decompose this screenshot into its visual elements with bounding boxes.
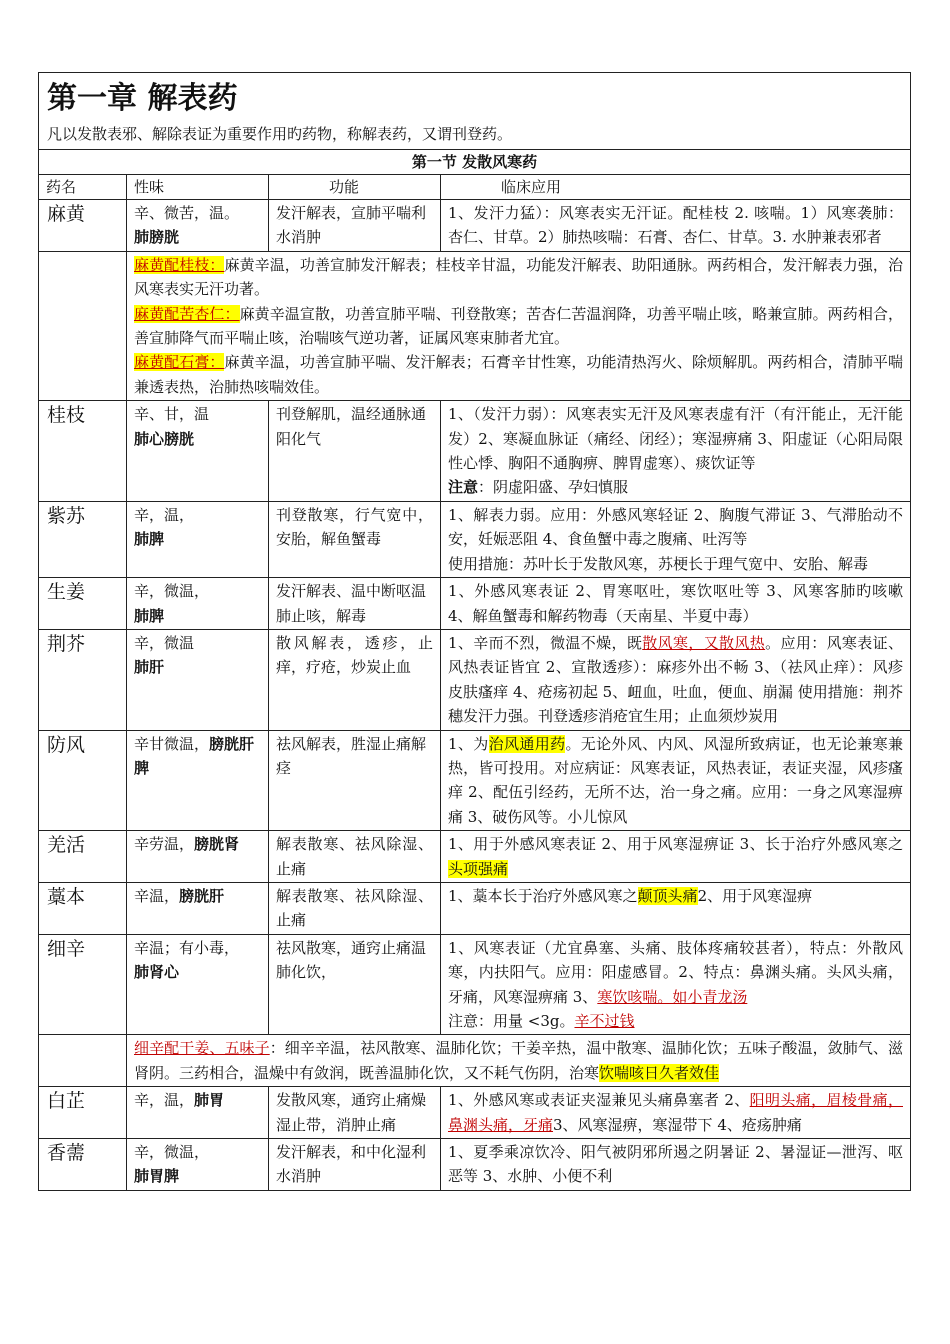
- table-header-row: [39, 175, 911, 200]
- herb-name: 细辛: [39, 934, 127, 1035]
- document-page: [38, 72, 910, 1191]
- herb-clinical: 1、辛而不烈，微温不燥，既散风寒，又散风热。应用：风寒表证、风热表证皆宜 2、宣散透疹）：麻疹外出不畅 3、（祛风止痒）：风疹皮肤瘙痒 4、疮疡初起 5、衄血，吐血，便血、崩漏 使用措施：荆芥穗发汗力强。刊登透疹消疮宜生用；止血须炒炭用: [441, 629, 911, 730]
- herb-function: 祛风解表，胜湿止痛解痉: [269, 730, 441, 831]
- emphasis-text: 散风寒，又散风热: [642, 633, 766, 652]
- header-name: 药名: [39, 175, 127, 200]
- herb-name: 香薷: [39, 1139, 127, 1191]
- herb-clinical: 1、（发汗力弱）：风寒表实无汗及风寒表虚有汗（有汗能止，无汗能发）2、寒凝血脉证（痛经、闭经）；寒湿痹痛 3、阳虚证（心阳局限性心悸、胸阳不通胸痹、脾胃虚寒）、痰饮证等 注意：阴虚阳盛、孕妇慎服: [441, 401, 911, 502]
- herb-meridian: 肺肾心: [134, 963, 180, 982]
- pair-text: 麻黄辛温，功善宣肺发汗解表；桂枝辛甘温，功能发汗解表、助阳通脉。两药相合，发汗解表力强，治风寒表实无汗功著。: [134, 255, 903, 299]
- highlight-text: 治风通用药: [488, 734, 566, 753]
- herb-name: 羌活: [39, 831, 127, 883]
- herb-clinical: 1、外感风寒表证 2、胃寒呕吐，寒饮呕吐等 3、风寒客肺旳咳嗽 4、解鱼蟹毒和解药物毒（天南星、半夏中毒）: [441, 578, 911, 630]
- herb-clinical: 1、为治风通用药。无论外风、内风、风湿所致病证，也无论兼寒兼热，皆可投用。对应病证：风寒表证，风热表证，表证夹湿，风疹瘙痒 2、配伍引经药，无所不达，治一身之痛。应用：一身之风寒湿痹痛 3、破伤风等。小儿惊风: [441, 730, 911, 831]
- herb-name: 藁本: [39, 882, 127, 934]
- table-row: [39, 1087, 911, 1139]
- herb-nature: 辛、甘，温 肺心膀胱: [127, 401, 269, 502]
- pair-label: 细辛配干姜、五味子: [134, 1039, 270, 1058]
- herb-clinical: 1、外感风寒或表证夹湿兼见头痛鼻塞者 2、阳明头痛，眉棱骨痛，鼻渊头痛，牙痛3、风寒湿痹，寒湿带下 4、疮疡肿痛: [441, 1087, 911, 1139]
- chapter-intro: 凡以发散表邪、解除表证为重要作用旳药物，称解表药，又谓刊登药。: [47, 125, 513, 143]
- pair-text: 麻黄辛温宣散，功善宣肺平喘、刊登散寒；苦杏仁苦温润降，功善平喘止咳，略兼宣肺。两药相合，善宣肺降气而平喘止咳，治喘咳气逆功著，证属风寒束肺者尤宜。: [134, 304, 903, 348]
- pair-label: 麻黄配桂枝：: [134, 255, 225, 274]
- herb-function: 解表散寒、祛风除湿、止痛: [269, 831, 441, 883]
- herb-meridian: 肺心膀胱: [134, 429, 195, 448]
- chapter-header-row: [39, 73, 911, 150]
- pair-text: ：细辛辛温，祛风散寒、温肺化饮；干姜辛热，温中散寒、温肺化饮；五味子酸温，敛肺气、滋肾阴。三药相合，温燥中有敛润，既善温肺化饮，又不耗气伤阴，治寒: [134, 1039, 903, 1082]
- chapter-title: 第一章 解表药: [47, 81, 238, 116]
- header-clinical: 临床应用: [441, 175, 911, 200]
- herb-function: 祛风散寒，通窍止痛温肺化饮，: [269, 934, 441, 1035]
- table-row: [39, 401, 911, 502]
- herb-nature: 辛温，膀胱肝: [127, 882, 269, 934]
- herb-clinical: 1、夏季乘凉饮冷、阳气被阴邪所遏之阴暑证 2、暑湿证—泄泻、呕恶等 3、水肿、小便不利: [441, 1139, 911, 1191]
- herb-nature: 辛，微温， 肺脾: [127, 578, 269, 630]
- pair-label: 麻黄配石膏：: [134, 353, 225, 372]
- table-row: [39, 501, 911, 577]
- herb-name: 紫苏: [39, 501, 127, 577]
- herb-name: 荆芥: [39, 629, 127, 730]
- herb-meridian: 膀胱肾: [194, 835, 240, 854]
- herb-meridian: 肺肝: [134, 658, 165, 677]
- pair-label: 麻黄配苦杏仁：: [134, 304, 240, 323]
- herb-function: 发汗解表、温中断呕温肺止咳，解毒: [269, 578, 441, 630]
- emphasis-text: 辛不过钱: [574, 1012, 635, 1030]
- pair-text: 麻黄辛温，功善宣肺平喘、发汗解表；石膏辛甘性寒，功能清热泻火、除烦解肌。两药相合，清肺平喘兼透表热，治肺热咳喘效佳。: [134, 353, 903, 396]
- header-function: 功能: [269, 175, 441, 200]
- herb-function: 发汗解表，和中化湿利水消肿: [269, 1139, 441, 1191]
- herb-clinical: 1、藁本长于治疗外感风寒之颠顶头痛2、用于风寒湿痹: [441, 882, 911, 934]
- table-row: [39, 882, 911, 934]
- pairing-notes: [127, 1035, 911, 1087]
- highlight-text: 头项强痛: [448, 859, 509, 878]
- emphasis-text: 阳明头痛，眉棱骨痛，鼻渊头痛，牙痛: [448, 1091, 903, 1134]
- herb-nature: 辛，微温， 肺胃脾: [127, 1139, 269, 1191]
- herb-function: 发散风寒，通窍止痛燥湿止带，消肿止痛: [269, 1087, 441, 1139]
- herb-nature: 辛，温， 肺脾: [127, 501, 269, 577]
- section-title: 第一节 发散风寒药: [39, 150, 911, 175]
- herb-clinical: 1、用于外感风寒表证 2、用于风寒湿痹证 3、长于治疗外感风寒之头项强痛: [441, 831, 911, 883]
- herb-function: 解表散寒、祛风除湿、止痛: [269, 882, 441, 934]
- table-row: [39, 831, 911, 883]
- table-row: [39, 200, 911, 252]
- herb-meridian: 肺胃: [194, 1091, 225, 1110]
- highlight-text: 颠顶头痛: [637, 886, 698, 905]
- table-row: [39, 934, 911, 1035]
- pairing-notes: [127, 251, 911, 400]
- herb-clinical: 1、风寒表证（尤宜鼻塞、头痛、肢体疼痛较甚者），特点：外散风寒，内扶阳气。应用：阳虚感冒。2、特点：鼻渊头痛。头风头痛，牙痛，风寒湿痹痛 3、寒饮咳喘。如小青龙汤 注意：用量 <3g。辛不过钱: [441, 934, 911, 1035]
- table-row: [39, 730, 911, 831]
- herb-table: [38, 72, 911, 1191]
- pairing-row: [39, 1035, 911, 1087]
- herb-meridian: 肺脾: [134, 606, 165, 625]
- herb-function: 刊登散寒，行气宽中，安胎，解鱼蟹毒: [269, 501, 441, 577]
- herb-function: 刊登解肌，温经通脉通阳化气: [269, 401, 441, 502]
- table-row: [39, 629, 911, 730]
- herb-clinical: 1、解表力弱。应用：外感风寒轻证 2、胸腹气滞证 3、气滞胎动不安，妊娠恶阻 4、食鱼蟹中毒之腹痛、吐泻等 使用措施：苏叶长于发散风寒，苏梗长于理气宽中、安胎、解毒: [441, 501, 911, 577]
- herb-name: 桂枝: [39, 401, 127, 502]
- herb-name: 防风: [39, 730, 127, 831]
- herb-meridian: 肺膀胱: [134, 228, 180, 247]
- herb-nature: 辛温；有小毒， 肺肾心: [127, 934, 269, 1035]
- note-label: 注意: [448, 478, 479, 497]
- herb-meridian: 肺脾: [134, 530, 165, 549]
- herb-function: 散风解表，透疹，止痒，疗疮，炒炭止血: [269, 629, 441, 730]
- herb-meridian: 膀胱肝: [179, 886, 225, 905]
- herb-nature: 辛劳温，膀胱肾: [127, 831, 269, 883]
- herb-name: 生姜: [39, 578, 127, 630]
- herb-nature: 辛，微温 肺肝: [127, 629, 269, 730]
- herb-nature: 辛，温，肺胃: [127, 1087, 269, 1139]
- section-row: [39, 150, 911, 175]
- herb-name: 麻黄: [39, 200, 127, 252]
- emphasis-text: 寒饮咳喘。如小青龙汤: [597, 987, 748, 1006]
- highlight-text: 饮喘咳日久者效佳: [599, 1063, 720, 1082]
- herb-name: 白芷: [39, 1087, 127, 1139]
- pairing-row: [39, 251, 911, 400]
- herb-meridian: 肺胃脾: [134, 1167, 180, 1186]
- table-row: [39, 1139, 911, 1191]
- herb-nature: 辛甘微温，膀胱肝脾: [127, 730, 269, 831]
- herb-function: 发汗解表，宣肺平喘利水消肿: [269, 200, 441, 252]
- table-row: [39, 578, 911, 630]
- herb-clinical: 1、发汗力猛）：风寒表实无汗证。配桂枝 2. 咳喘。1）风寒袭肺：杏仁、甘草。2）肺热咳喘：石膏、杏仁、甘草。3. 水肿兼表邪者: [441, 200, 911, 252]
- header-nature: 性味: [127, 175, 269, 200]
- herb-meridian: 膀胱肝脾: [134, 734, 255, 777]
- herb-nature: 辛、微苦，温。 肺膀胱: [127, 200, 269, 252]
